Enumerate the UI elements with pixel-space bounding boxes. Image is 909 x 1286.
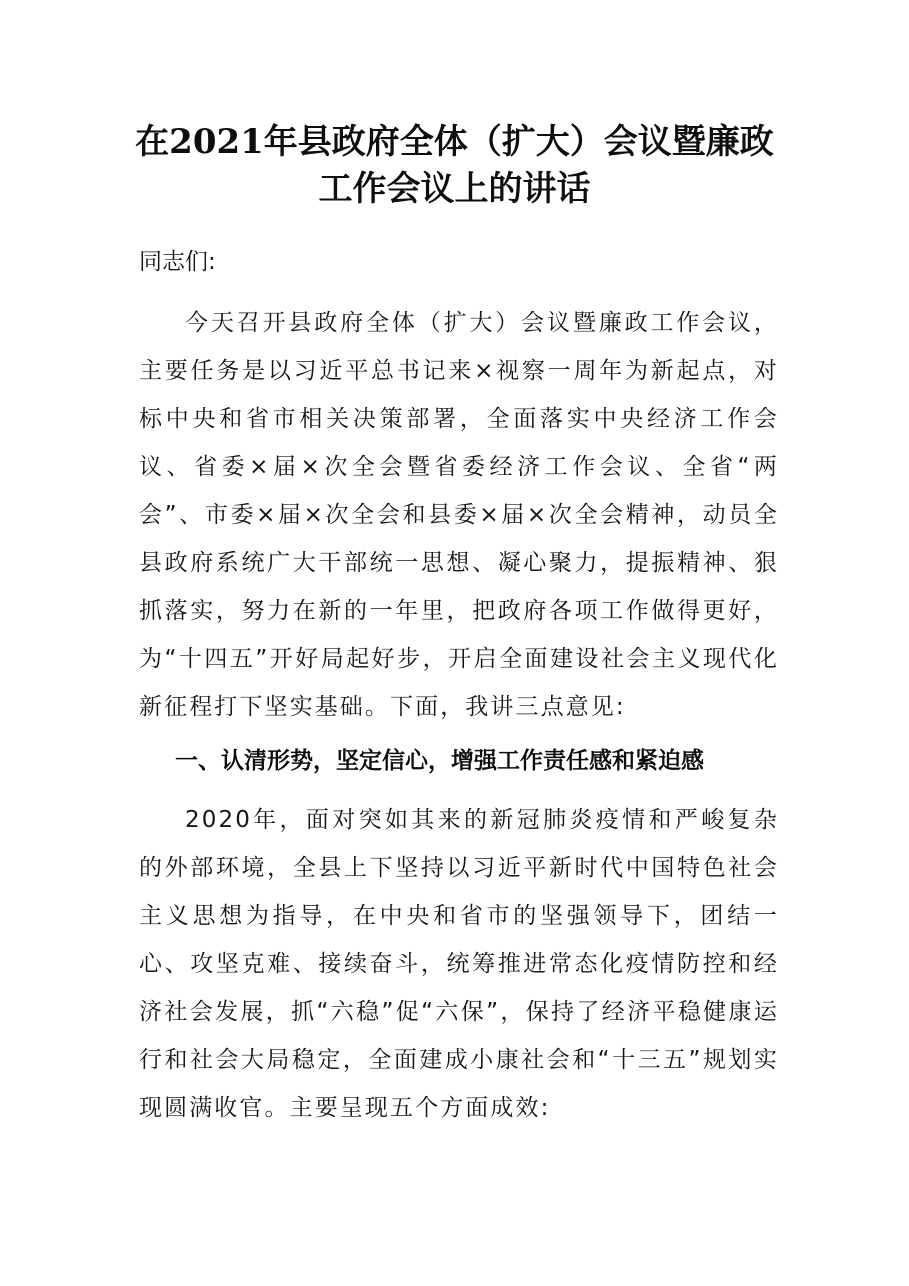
section-1-heading: 一、认清形势，坚定信心，增强工作责任感和紧迫感	[175, 748, 704, 774]
intro-paragraph: 今天召开县政府全体（扩大）会议暨廉政工作会议，主要任务是以习近平总书记来×视察一周年为新起点，对标中央和省市相关决策部署，全面落实中央经济工作会议、省委×届×次全会暨省委经济工作会议、全省“两会”、市委×届×次全会和县委×届×次全会精神，动员全县政府系统广大干部统一思想、凝心聚力，提振精神、狠抓落实，努力在新的一年里，把政府各项工作做得更好，为“十四五”开好局起好步，开启全面建设社会主义现代化新征程打下坚实基础。下面，我讲三点意见:	[139, 310, 779, 720]
salutation: 同志们:	[139, 249, 216, 275]
document-title-line-1: 在2021年县政府全体（扩大）会议暨廉政	[135, 122, 774, 162]
section-1-paragraph: 2020年，面对突如其来的新冠肺炎疫情和严峻复杂的外部环境，全县上下坚持以习近平新时代中国特色社会主义思想为指导，在中央和省市的坚强领导下，团结一心、攻坚克难、接续奋斗，统筹推进常态化疫情防控和经济社会发展，抓“六稳”促“六保”，保持了经济平稳健康运行和社会大局稳定，全面建成小康社会和“十三五”规划实现圆满收官。主要呈现五个方面成效:	[139, 807, 779, 1121]
document-title-line-2: 工作会议上的讲话	[318, 169, 591, 209]
